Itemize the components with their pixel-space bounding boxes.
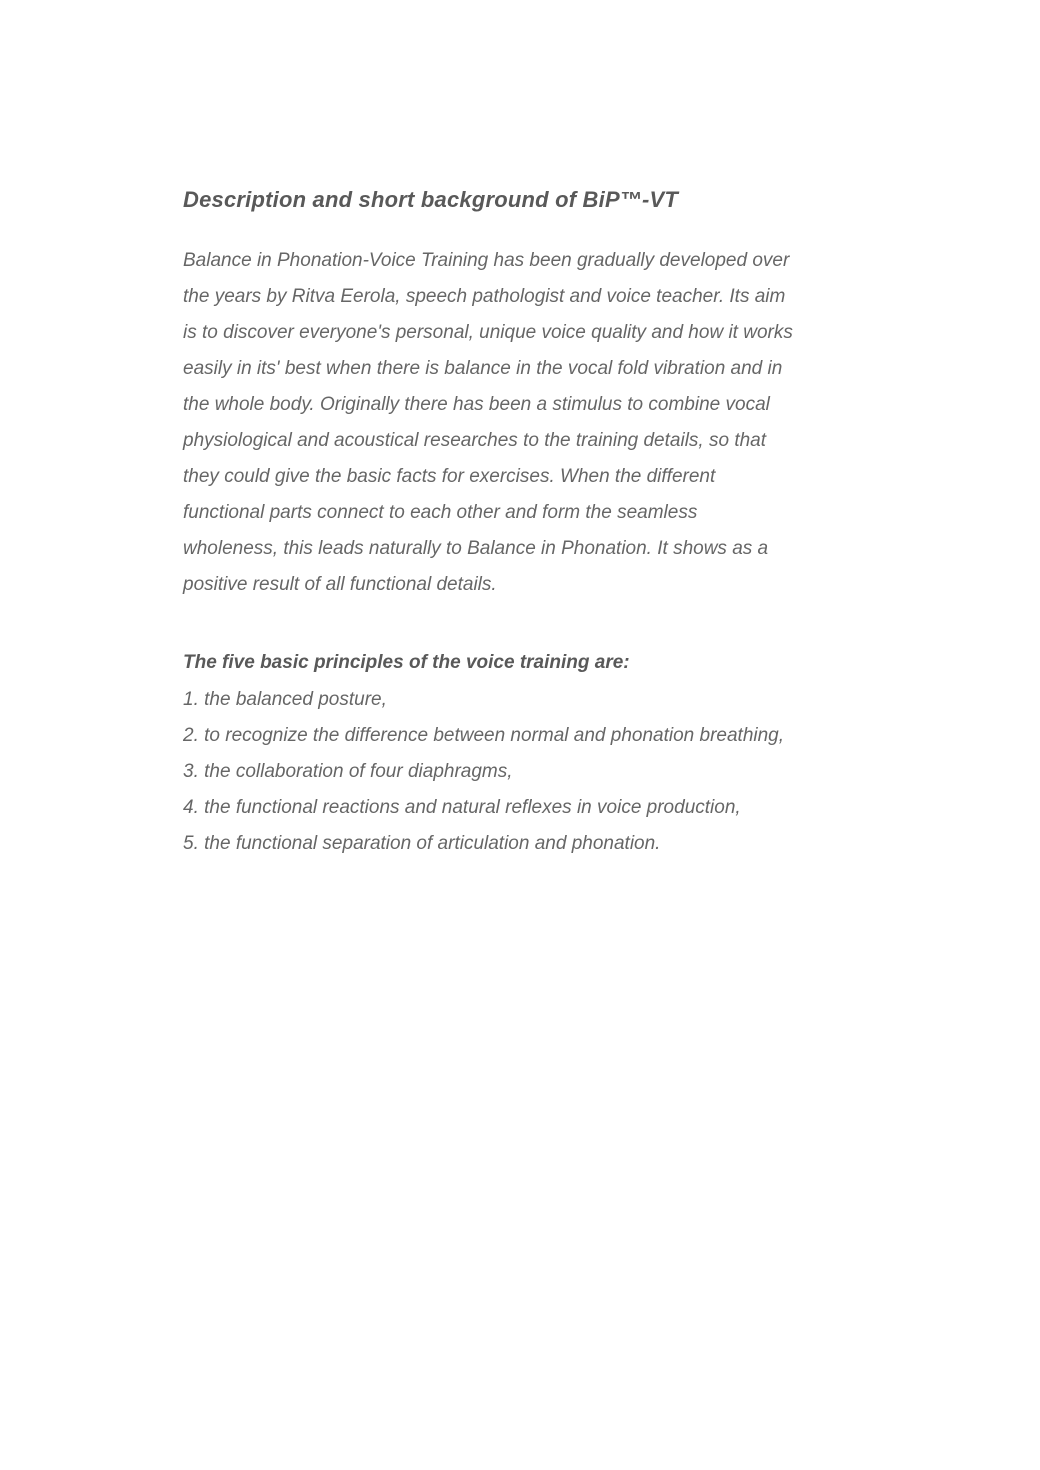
intro-line: they could give the basic facts for exercises. When the different bbox=[183, 466, 716, 487]
intro-line: the years by Ritva Eerola, speech pathologist and voice teacher. Its aim bbox=[183, 286, 786, 307]
intro-paragraph bbox=[183, 243, 883, 603]
intro-line: easily in its' best when there is balance in the vocal fold vibration and in bbox=[183, 358, 783, 379]
principle-item: 1. the balanced posture, bbox=[183, 689, 387, 710]
intro-line: wholeness, this leads naturally to Balance in Phonation. It shows as a bbox=[183, 538, 769, 559]
principle-item: 2. to recognize the difference between normal and phonation breathing, bbox=[183, 725, 785, 746]
document-content bbox=[183, 186, 883, 862]
page-title: Description and short background of BiP™-VT bbox=[183, 187, 679, 212]
principle-item: 5. the functional separation of articulation and phonation. bbox=[183, 833, 661, 854]
principle-item: 4. the functional reactions and natural reflexes in voice production, bbox=[183, 797, 741, 818]
intro-line: is to discover everyone's personal, unique voice quality and how it works bbox=[183, 322, 793, 343]
intro-line: physiological and acoustical researches to the training details, so that bbox=[183, 430, 767, 451]
principle-item: 3. the collaboration of four diaphragms, bbox=[183, 761, 513, 782]
principles-heading: The five basic principles of the voice training are: bbox=[183, 652, 630, 673]
intro-line: positive result of all functional details. bbox=[183, 574, 497, 595]
principles-section bbox=[183, 645, 883, 862]
intro-line: functional parts connect to each other and form the seamless bbox=[183, 502, 698, 523]
intro-line: the whole body. Originally there has been a stimulus to combine vocal bbox=[183, 394, 770, 415]
intro-line: Balance in Phonation-Voice Training has been gradually developed over bbox=[183, 250, 790, 271]
